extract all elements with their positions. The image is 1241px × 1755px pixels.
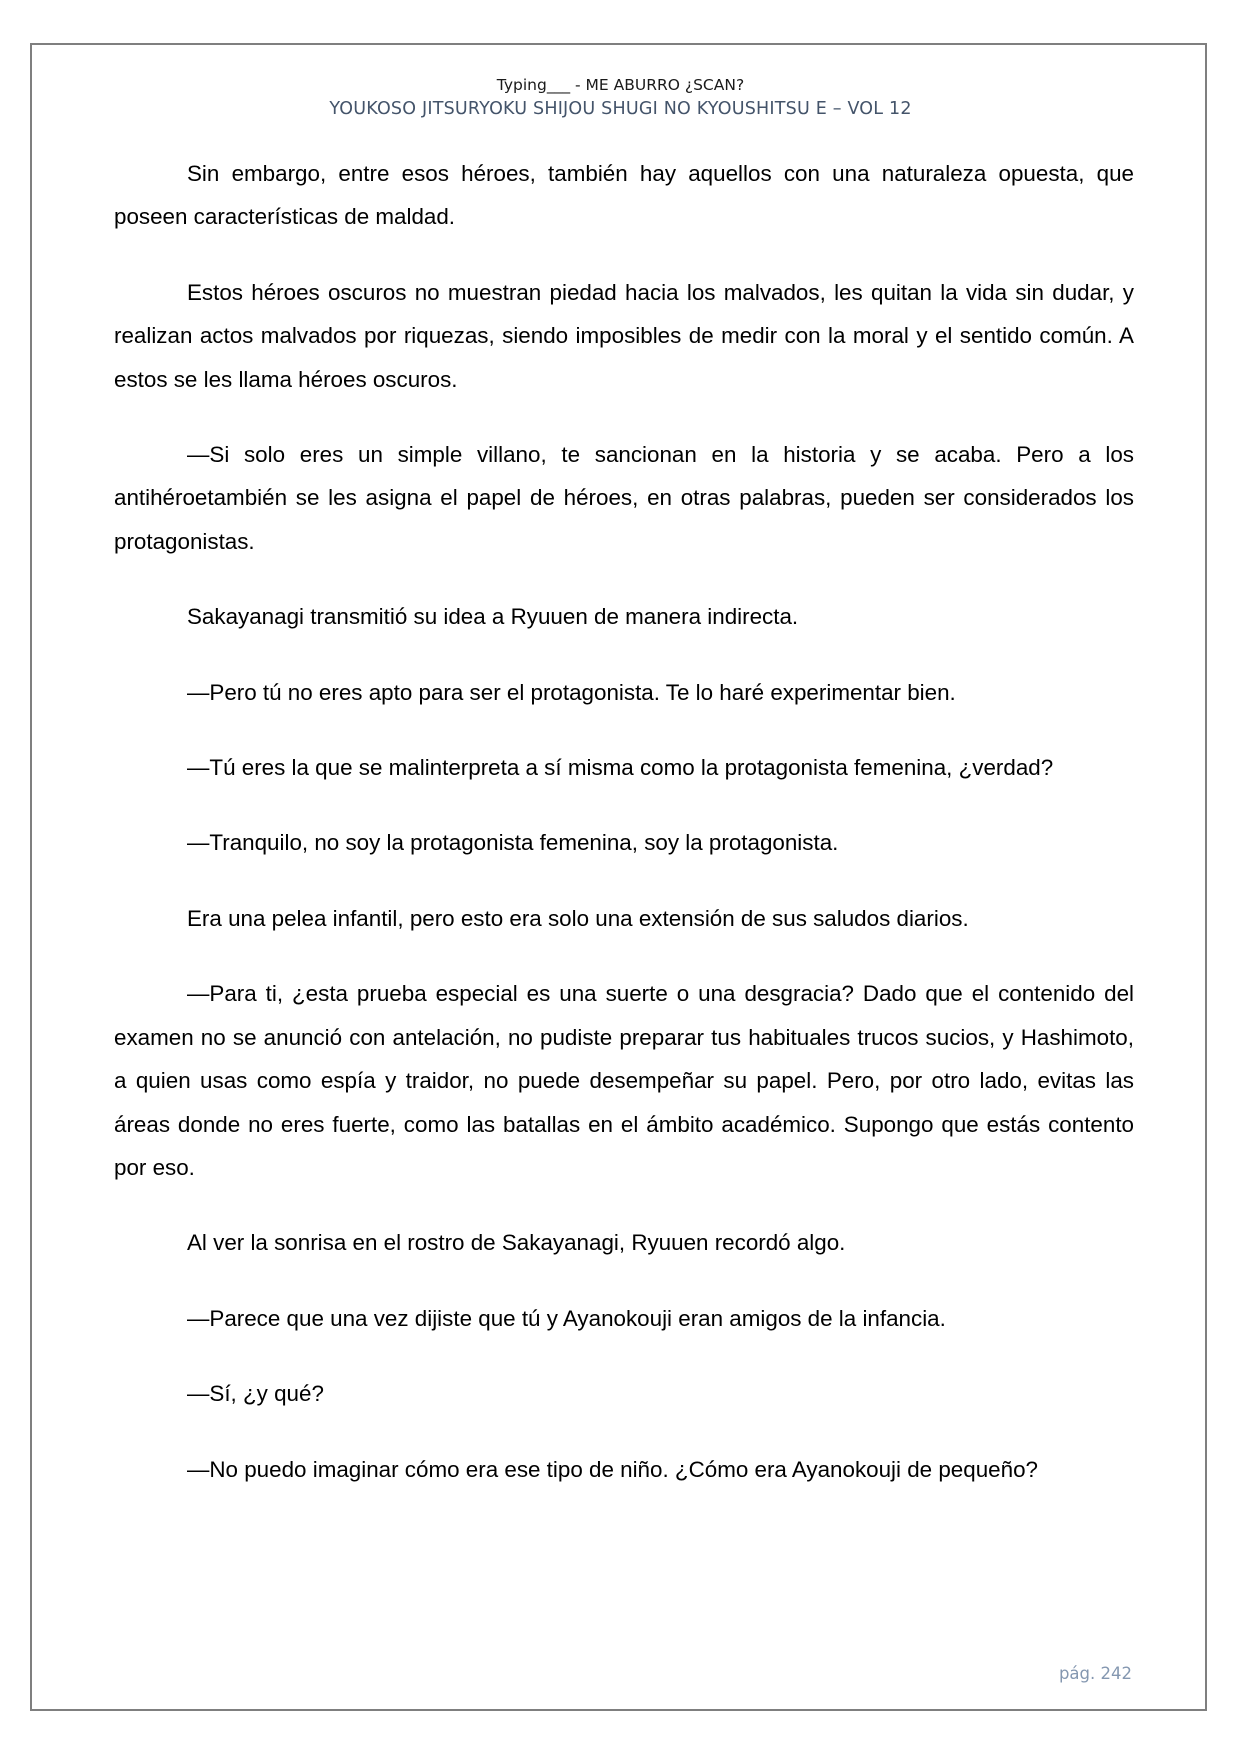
page-header [0,74,1241,122]
page-number: pág. 242 [1058,1664,1132,1683]
paragraph: Estos héroes oscuros no muestran piedad hacia los malvados, les quitan la vida sin dudar, y realizan actos malvados por riquezas, siendo imposibles de medir con la moral y el sentido común. A estos se les llama héroes oscuros. [114,279,1134,392]
paragraph: —Tranquilo, no soy la protagonista femenina, soy la protagonista. [187,830,839,856]
paragraph: —Pero tú no eres apto para ser el protagonista. Te lo haré experimentar bien. [187,679,956,705]
paragraph: Era una pelea infantil, pero esto era solo una extensión de sus saludos diarios. [187,905,969,931]
paragraph: Al ver la sonrisa en el rostro de Sakayanagi, Ryuuen recordó algo. [187,1230,846,1256]
paragraph: —Parece que una vez dijiste que tú y Ayanokouji eran amigos de la infancia. [187,1305,946,1331]
paragraph: Sin embargo, entre esos héroes, también hay aquellos con una naturaleza opuesta, que poseen características de maldad. [114,161,1134,230]
paragraph: Sakayanagi transmitió su idea a Ryuuen de manera indirecta. [187,604,799,630]
header-title: YOUKOSO JITSURYOKU SHIJOU SHUGI NO KYOUSHITSU E – VOL 12 [329,99,912,119]
header-credit: Typing___ - ME ABURRO ¿SCAN? [496,76,745,94]
page-body [114,152,1134,1523]
paragraph: —Tú eres la que se malinterpreta a sí misma como la protagonista femenina, ¿verdad? [187,755,1054,781]
paragraph: —Sí, ¿y qué? [187,1381,324,1407]
paragraph: —No puedo imaginar cómo era ese tipo de niño. ¿Cómo era Ayanokouji de pequeño? [187,1456,1038,1482]
paragraph: —Para ti, ¿esta prueba especial es una suerte o una desgracia? Dado que el contenido del examen no se anunció con antelación, no pudiste preparar tus habituales trucos sucios, y Hashimoto, a quien usas como espía y traidor, no puede desempeñar su papel. Pero, por otro lado, evitas las áreas donde no eres fuerte, como las batallas en el ámbito académico. Supongo que estás contento por eso. [114,981,1134,1180]
paragraph: —Si solo eres un simple villano, te sancionan en la historia y se acaba. Pero a los antihéroetambién se les asigna el papel de héroes, en otras palabras, pueden ser considerados los protagonistas. [114,442,1134,554]
